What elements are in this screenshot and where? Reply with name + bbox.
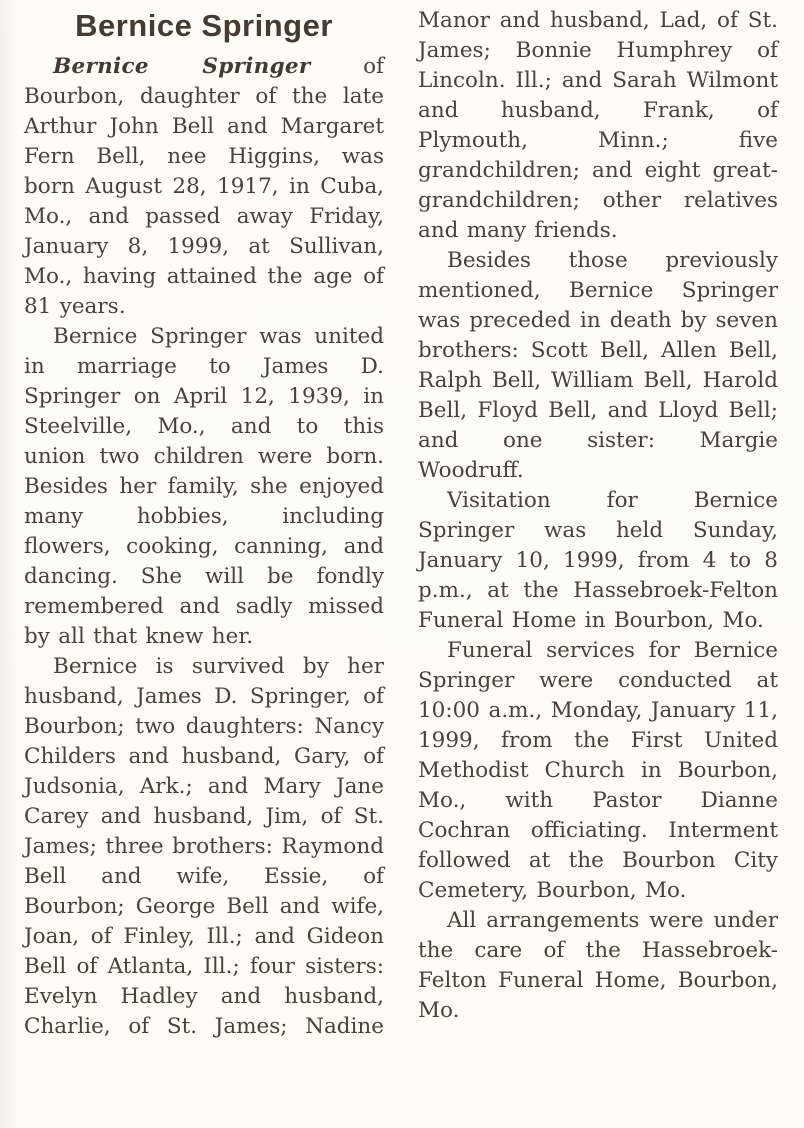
intro-paragraph-text: of Bourbon, daughter of the late Arthur John Bell and Margaret Fern Bell, nee Higgins, was born August 28, 1917, in Cuba, Mo., and passed away Friday, January 8, 1999, at Sullivan, Mo., having attained the age of 81 years. <box>24 54 384 319</box>
obituary-paragraph-visitation: Visitation for Bernice Springer was held Sunday, January 10, 1999, from 4 to 8 p.m., at the Hassebroek-Felton Funeral Home in Bourbon, Mo. <box>418 488 778 633</box>
obituary-paragraph-funeral-services: Funeral services for Bernice Springer were conducted at 10:00 a.m., Monday, January 11, 1999, from the First United Methodist Church in Bourbon, Mo., with Pastor Dianne Cochran officiating. Interment followed at the Bourbon City Cemetery, Bourbon, Mo. <box>418 638 778 903</box>
obituary-paragraph-survivors: Bernice is survived by her husband, James D. Springer, of Bourbon; two daughters: Nancy Childers and husband, Gary, of Judsonia, Ark.; and Mary Jane Carey and husband, Jim, of St. James; three brothers: Raymond Bell and wife, Essie, of Bourbon; George Bell and wife, Joan, of Finley, Ill.; and Gideon Bell of Atlanta, Ill.; four sisters: Evelyn Hadley and husband, Charlie, of St. James; Nadine Manor and husband, Lad, of St. James; Bonnie Humphrey of Lincoln. Ill.; and Sarah Wilmont and husband, Frank, of Plymouth, Minn.; five grandchildren; and eight great-grandchildren; other relatives and many friends. <box>24 8 778 1039</box>
obituary-paragraph-arrangements: All arrangements were under the care of the Hassebroek-Felton Funeral Home, Bourbon, Mo. <box>418 908 778 1023</box>
obituary-paragraph-preceded-in-death: Besides those previously mentioned, Bernice Springer was preceded in death by seven brothers: Scott Bell, Allen Bell, Ralph Bell, William Bell, Harold Bell, Floyd Bell, and Lloyd Bell; and one sister: Margie Woodruff. <box>418 248 778 483</box>
obituary-headline: Bernice Springer <box>75 8 333 43</box>
obituary-article <box>24 6 778 1042</box>
obituary-paragraph-marriage: Bernice Springer was united in marriage to James D. Springer on April 12, 1939, in Steelville, Mo., and to this union two children were born. Besides her family, she enjoyed many hobbies, including flowers, cooking, canning, and dancing. She will be fondly remembered and sadly missed by all that knew her. <box>24 324 384 649</box>
obituary-intro-paragraph <box>24 52 384 322</box>
deceased-name-lead: Bernice Springer <box>53 54 311 79</box>
